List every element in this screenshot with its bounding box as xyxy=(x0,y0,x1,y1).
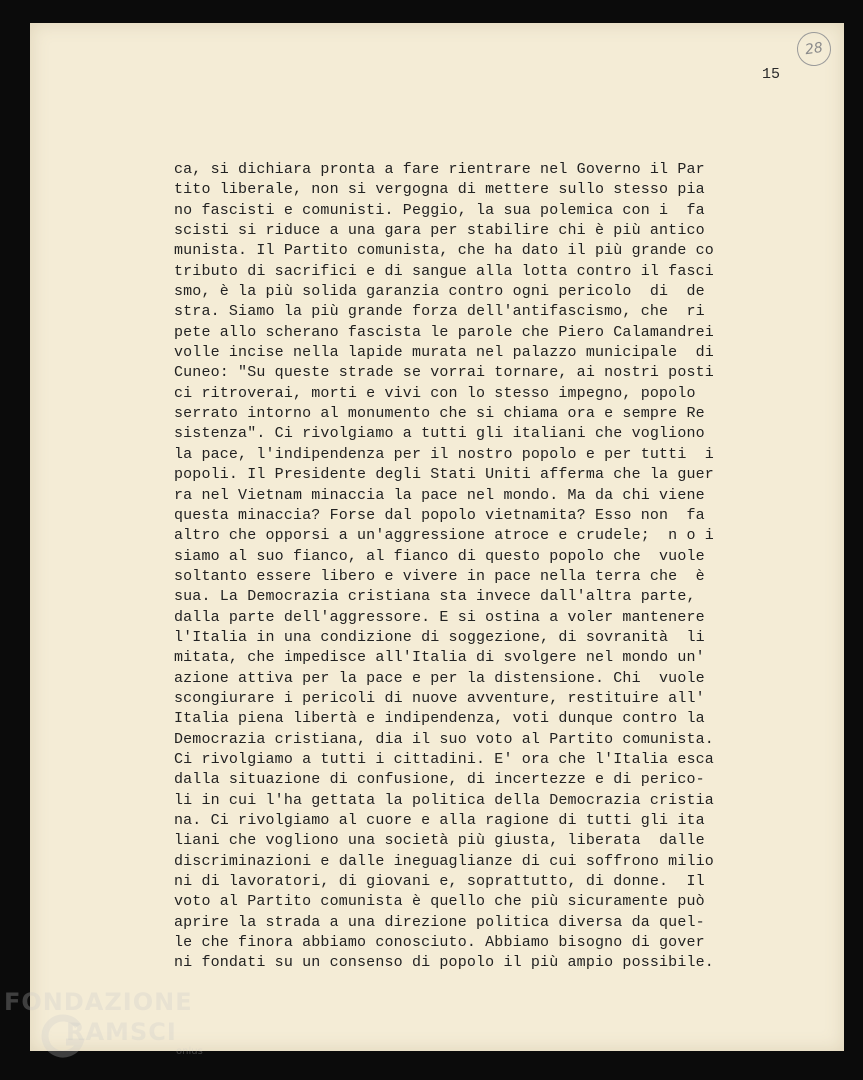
text-line: la pace, l'indipendenza per il nostro popolo e per tutti i xyxy=(174,445,714,463)
page-number: 15 xyxy=(762,66,781,83)
text-line: popoli. Il Presidente degli Stati Uniti afferma che la guer xyxy=(174,466,714,484)
text-line: serrato intorno al monumento che si chiama ora e sempre Re xyxy=(174,405,705,423)
text-line: Italia piena libertà e indipendenza, voti dunque contro la xyxy=(174,710,705,728)
text-line: soltanto essere libero e vivere in pace nella terra che è xyxy=(174,567,705,585)
archive-stamp: 28 xyxy=(795,30,833,68)
text-line: pete allo scherano fascista le parole che Piero Calamandrei xyxy=(174,323,714,341)
text-line: sua. La Democrazia cristiana sta invece dall'altra parte, xyxy=(174,588,696,606)
body-text xyxy=(174,160,794,974)
text-line: ci ritroverai, morti e vivi con lo stesso impegno, popolo xyxy=(174,384,696,402)
text-line: discriminazioni e dalle ineguaglianze di cui soffrono milio xyxy=(174,852,714,870)
text-line: li in cui l'ha gettata la politica della Democrazia cristia xyxy=(174,791,714,809)
text-line: mitata, che impedisce all'Italia di svolgere nel mondo un' xyxy=(174,649,705,667)
text-line: scisti si riduce a una gara per stabilire chi è più antico xyxy=(174,222,705,240)
text-line: Democrazia cristiana, dia il suo voto al Partito comunista. xyxy=(174,730,714,748)
text-line: stra. Siamo la più grande forza dell'antifascismo, che ri xyxy=(174,303,705,321)
text-line: Cuneo: "Su queste strade se vorrai tornare, ai nostri posti xyxy=(174,364,714,382)
text-line: smo, è la più solida garanzia contro ogni pericolo di de xyxy=(174,283,705,301)
text-line: l'Italia in una condizione di soggezione, di sovranità li xyxy=(174,628,705,646)
text-line: scongiurare i pericoli di nuove avventure, restituire all' xyxy=(174,689,705,707)
text-line: dalla parte dell'aggressore. E si ostina a voler mantenere xyxy=(174,608,705,626)
text-line: azione attiva per la pace e per la distensione. Chi vuole xyxy=(174,669,705,687)
text-line: questa minaccia? Forse dal popolo vietnamita? Esso non fa xyxy=(174,506,705,524)
text-line: ni fondati su un consenso di popolo il più ampio possibile. xyxy=(174,954,714,972)
text-line: sistenza". Ci rivolgiamo a tutti gli italiani che vogliono xyxy=(174,425,705,443)
text-line: siamo al suo fianco, al fianco di questo popolo che vuole xyxy=(174,547,705,565)
watermark-line1: FONDAZIONE xyxy=(4,988,193,1016)
text-line: le che finora abbiamo conosciuto. Abbiamo bisogno di gover xyxy=(174,934,705,952)
text-line: Ci rivolgiamo a tutti i cittadini. E' ora che l'Italia esca xyxy=(174,750,714,768)
text-line: dalla situazione di confusione, di incertezze e di perico- xyxy=(174,771,705,789)
text-line: tito liberale, non si vergogna di mettere sullo stesso pia xyxy=(174,181,705,199)
text-line: altro che opporsi a un'aggressione atroce e crudele; n o i xyxy=(174,527,714,545)
text-line: ca, si dichiara pronta a fare rientrare nel Governo il Par xyxy=(174,161,705,178)
text-line: no fascisti e comunisti. Peggio, la sua polemica con i fa xyxy=(174,201,705,219)
watermark-line2: RAMSCI xyxy=(66,1018,177,1046)
text-line: volle incise nella lapide murata nel palazzo municipale di xyxy=(174,344,714,362)
watermark-suffix: onlus xyxy=(176,1046,203,1057)
text-line: voto al Partito comunista è quello che più sicuramente può xyxy=(174,893,705,911)
text-line: ni di lavoratori, di giovani e, soprattutto, di donne. Il xyxy=(174,873,705,891)
text-line: munista. Il Partito comunista, che ha dato il più grande co xyxy=(174,242,714,260)
text-line: ra nel Vietnam minaccia la pace nel mondo. Ma da chi viene xyxy=(174,486,705,504)
fondazione-gramsci-watermark xyxy=(4,988,214,1076)
text-line: tributo di sacrifici e di sangue alla lotta contro il fasci xyxy=(174,262,714,280)
text-line: aprire la strada a una direzione politica diversa da quel- xyxy=(174,913,705,931)
text-line: na. Ci rivolgiamo al cuore e alla ragione di tutti gli ita xyxy=(174,812,705,829)
text-line: liani che vogliono una società più giusta, liberata dalle xyxy=(174,832,705,850)
